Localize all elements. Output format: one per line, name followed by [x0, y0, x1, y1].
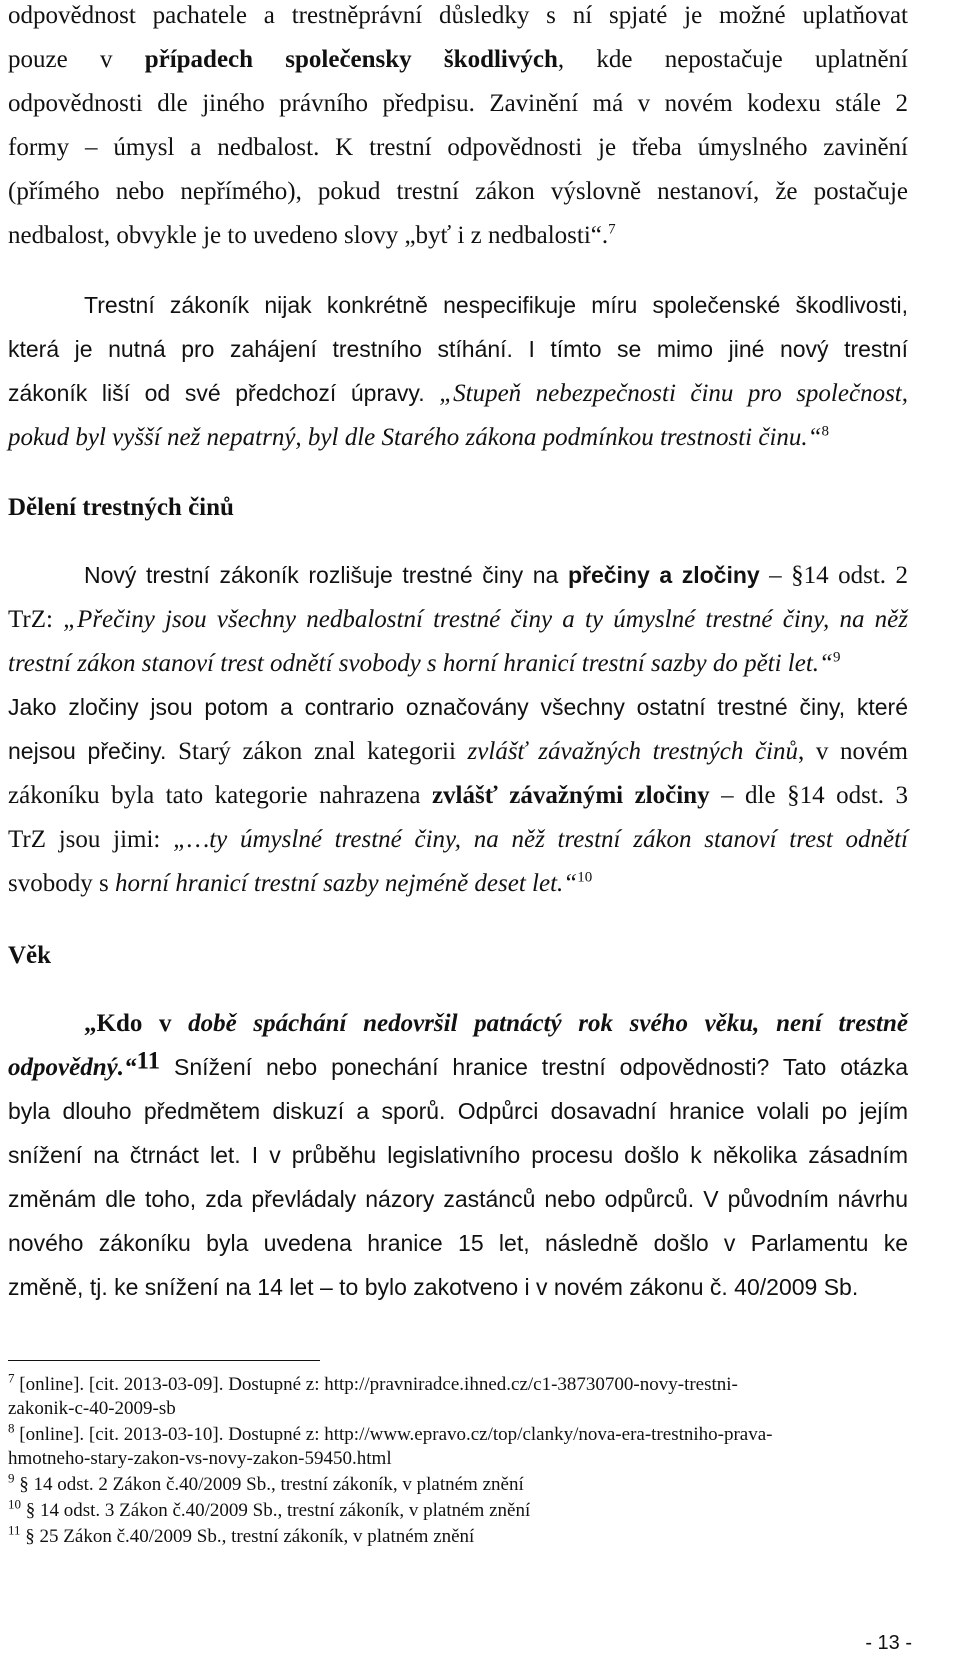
- bold-text: zvlášť závažnými zločiny: [431, 782, 710, 809]
- footnote-8-cont: [8, 1448, 908, 1470]
- text-span: nového zákoníku byla uvedena hranice 15 let, následně došlo v Parlamentu ke: [8, 1230, 908, 1256]
- text-span: která je nutná pro zahájení trestního stíhání. I tímto se mimo jiné nový trestní: [8, 336, 908, 362]
- footnote-7-cont: [8, 1398, 908, 1420]
- footnote-ref: 8: [821, 423, 830, 440]
- footnote-ref: 7: [608, 221, 616, 238]
- text-span: Snížení nebo ponechání hranice trestní odpovědnosti? Tato otázka: [160, 1054, 908, 1080]
- footnote-number: 10: [8, 1496, 21, 1512]
- footnote-8: [8, 1420, 908, 1446]
- bold-text: případech společensky škodlivých: [144, 46, 558, 73]
- text-line: [8, 562, 908, 590]
- text-span: odpovědnosti dle jiného právního předpisu. Zavinění má v novém kodexu stále 2: [8, 90, 908, 117]
- section-heading: Dělení trestných činů: [8, 494, 234, 521]
- text-line: [8, 650, 908, 678]
- text-line: [8, 90, 908, 118]
- footnote-number: 8: [8, 1420, 15, 1436]
- text-line: [8, 424, 908, 452]
- italic-text: „…ty úmyslné trestné činy, na něž trestní zákon stanoví trest odnětí: [173, 826, 908, 853]
- text-line: [8, 380, 908, 408]
- text-span: – §14 odst. 2: [759, 562, 908, 589]
- section-heading: Věk: [8, 942, 52, 969]
- text-span: byla dlouho předmětem diskuzí a sporů. Odpůrci dosavadní hranice volali po jejím: [8, 1098, 908, 1124]
- text-span: snížení na čtrnáct let. I v průběhu legislativního procesu došlo k několika zásadním: [8, 1142, 908, 1168]
- bold-text: „Kdo v: [84, 1010, 189, 1037]
- text-span: pouze v: [8, 46, 145, 73]
- text-line: [8, 1230, 908, 1257]
- text-span: , kde nepostačuje uplatnění: [557, 46, 908, 73]
- text-line: [8, 826, 908, 854]
- text-line: [8, 46, 908, 74]
- text-span: nedbalost, obvykle je to uvedeno slovy „byť i z nedbalosti“.: [8, 222, 609, 249]
- page-number: - 13 -: [865, 1632, 912, 1654]
- italic-text: horní hranicí trestní sazby nejméně deset let.“: [114, 870, 578, 897]
- text-line: [8, 1274, 908, 1301]
- text-span: změnám dle toho, zda převládaly názory zastánců nebo odpůrců. V původním návrhu: [8, 1186, 908, 1212]
- text-line: [8, 134, 908, 162]
- footnote-number: 11: [8, 1522, 21, 1538]
- footnote-text: [online]. [cit. 2013-03-10]. Dostupné z: http://www.epravo.cz/top/clanky/nova-era-trestniho-prava-: [14, 1424, 773, 1445]
- text-line: [8, 292, 908, 319]
- text-span: Jako zločiny jsou potom a contrario označovány všechny ostatní trestné činy, které: [8, 694, 908, 720]
- footnote-text: zakonik-c-40-2009-sb: [8, 1398, 176, 1419]
- text-span: odpovědnost pachatele a trestněprávní důsledky s ní spjaté je možné uplatňovat: [8, 2, 908, 29]
- text-span: formy – úmysl a nedbalost. K trestní odpovědnosti je třeba úmyslného zavinění: [8, 134, 908, 161]
- footnote-9: [8, 1470, 908, 1496]
- text-span: zákoník liší od své předchozí úpravy.: [8, 380, 440, 406]
- text-line: [8, 178, 908, 206]
- footnote-ref: 11: [136, 1047, 161, 1075]
- text-span: – dle §14 odst. 3: [709, 782, 908, 809]
- footnote-11: [8, 1522, 908, 1548]
- text-line: [8, 738, 908, 766]
- text-line: [8, 1186, 908, 1213]
- text-line: [8, 1010, 908, 1038]
- italic-text: „Přečiny jsou všechny nedbalostní trestné činy a ty úmyslné trestné činy, na něž: [63, 606, 908, 633]
- footnote-10: [8, 1496, 908, 1522]
- text-span: svobody s: [8, 870, 115, 897]
- footnote-text: hmotneho-stary-zakon-vs-novy-zakon-59450.html: [8, 1448, 392, 1469]
- text-span: zákoníku byla tato kategorie nahrazena: [8, 782, 432, 809]
- text-line: [8, 870, 908, 898]
- footnote-text: § 14 odst. 2 Zákon č.40/2009 Sb., trestní zákoník, v platném znění: [14, 1474, 524, 1495]
- text-span: Nový trestní zákoník rozlišuje trestné činy na: [84, 562, 568, 588]
- bold-italic-text: době spáchání nedovršil patnáctý rok svého věku, není trestně: [188, 1010, 908, 1037]
- footnote-number: 9: [8, 1470, 15, 1486]
- text-line: [8, 222, 908, 250]
- text-span: (přímého nebo nepřímého), pokud trestní zákon výslovně nestanoví, že postačuje: [8, 178, 908, 205]
- text-span: TrZ:: [8, 606, 64, 633]
- text-line: [8, 1047, 908, 1082]
- footnote-ref: 10: [577, 869, 593, 886]
- text-line: [8, 606, 908, 634]
- footnote-ref: 9: [832, 649, 841, 666]
- text-span: nejsou přečiny.: [8, 738, 179, 764]
- footnote-text: § 14 odst. 3 Zákon č.40/2009 Sb., trestní zákoník, v platném znění: [21, 1500, 531, 1521]
- footnote-text: [online]. [cit. 2013-03-09]. Dostupné z: http://pravniradce.ihned.cz/c1-38730700-novy-trestni-: [14, 1374, 738, 1395]
- text-line: [8, 2, 908, 30]
- text-line: [8, 1142, 908, 1169]
- bold-text: přečiny a zločiny: [567, 562, 760, 588]
- text-line: [8, 694, 908, 721]
- text-line: [8, 782, 908, 810]
- text-span: změně, tj. ke snížení na 14 let – to bylo zakotveno i v novém zákonu č. 40/2009 Sb.: [8, 1274, 859, 1300]
- italic-text: zvlášť závažných trestných činů: [467, 738, 798, 765]
- footnote-text: § 25 Zákon č.40/2009 Sb., trestní zákoník, v platném znění: [20, 1526, 475, 1547]
- text-line: [8, 336, 908, 363]
- italic-text: pokud byl vyšší než nepatrný, byl dle Starého zákona podmínkou trestnosti činu.“: [8, 424, 822, 451]
- italic-text: trestní zákon stanoví trest odnětí svobody s horní hranicí trestní sazby do pěti let.“: [8, 650, 833, 677]
- footnote-divider: [8, 1360, 320, 1361]
- text-span: , v novém: [797, 738, 909, 765]
- text-span: Trestní zákoník nijak konkrétně nespecifikuje míru společenské škodlivosti,: [84, 292, 908, 318]
- footnote-7: [8, 1370, 908, 1396]
- text-line: [8, 1098, 908, 1125]
- text-span: TrZ jsou jimi:: [8, 826, 174, 853]
- bold-italic-text: odpovědný.“: [8, 1054, 137, 1081]
- text-span: Starý zákon znal kategorii: [178, 738, 468, 765]
- footnote-number: 7: [8, 1370, 15, 1386]
- italic-text: „Stupeň nebezpečnosti činu pro společnost,: [439, 380, 908, 407]
